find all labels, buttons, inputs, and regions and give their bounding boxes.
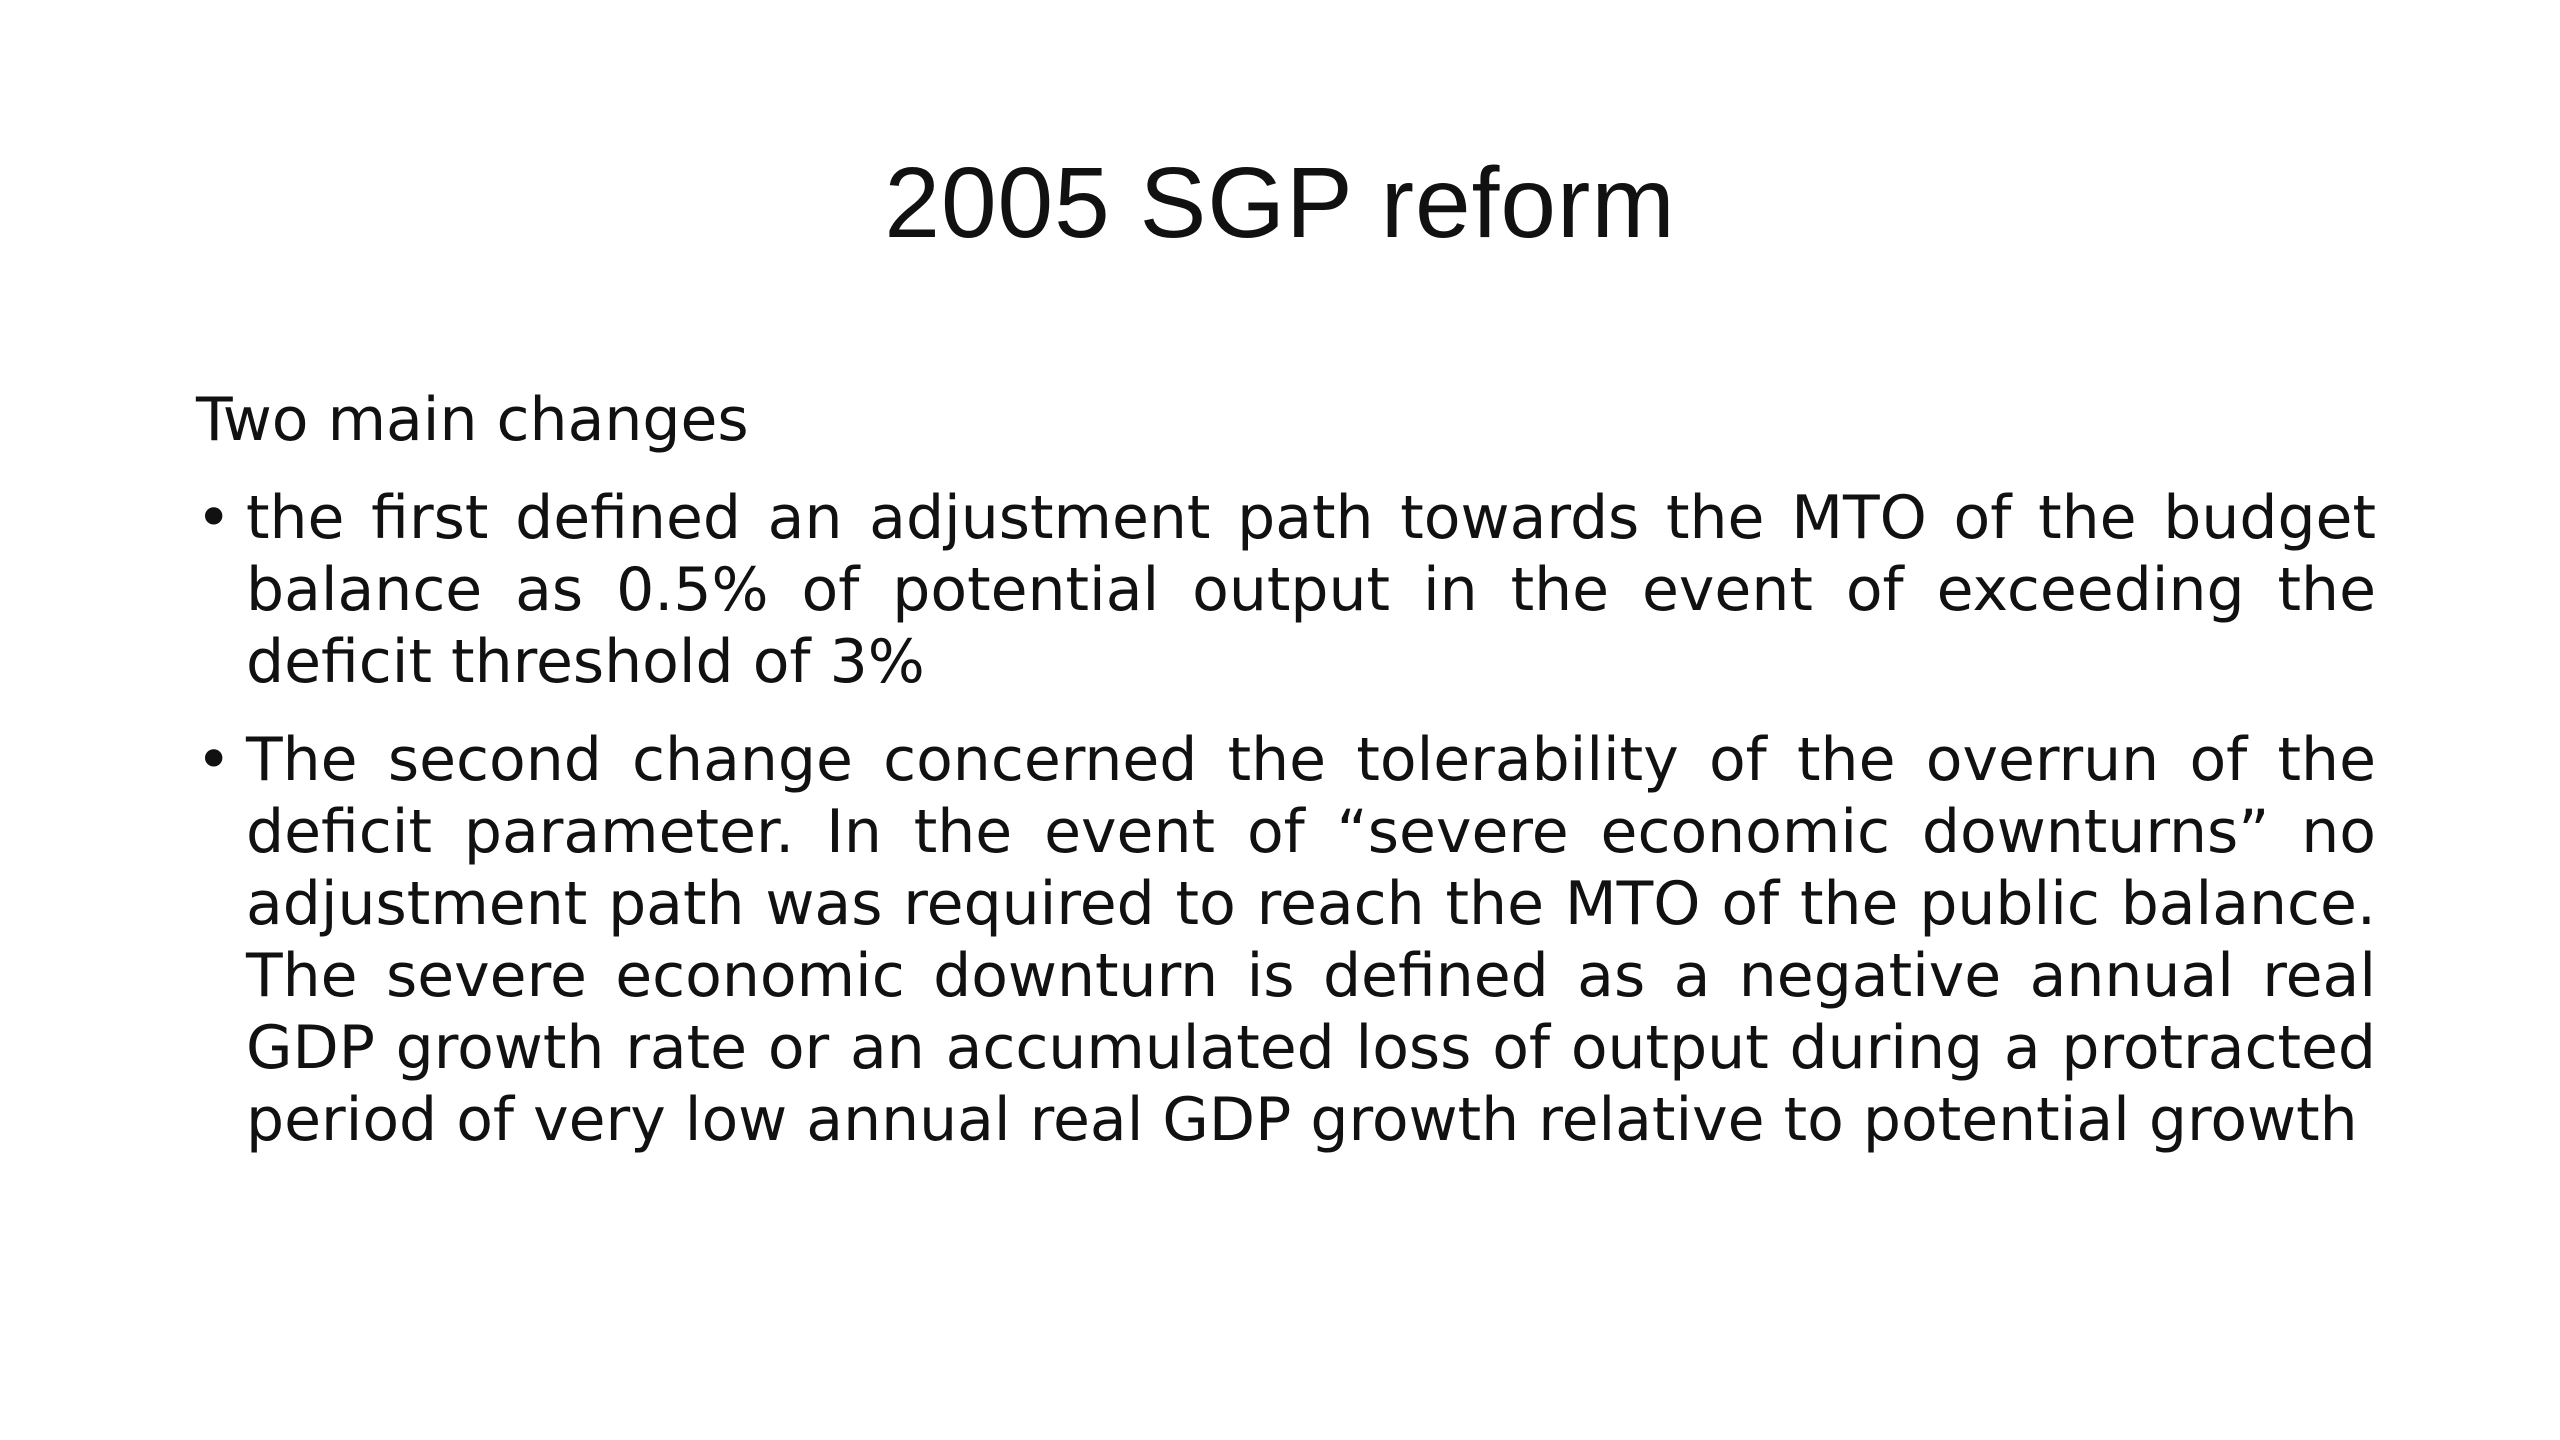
bullet-icon: • (196, 483, 232, 553)
bullet-text: The second change concerned the tolerability of the overrun of the deficit parameter. In the event of “severe economic downturns” no adjustment path was required to reach the MTO of the public balance. The severe economic downturn is defined as a negative annual real GDP growth rate or an accumulated loss of output during a protracted period of very low annual real GDP growth relative to potential growth (246, 725, 2376, 1155)
bullet-icon: • (196, 725, 232, 795)
intro-text: Two main changes (196, 385, 749, 455)
list-item (196, 724, 2376, 1156)
list-item (196, 482, 2376, 698)
bullet-text: the first defined an adjustment path towards the MTO of the budget balance as 0.5% of potential output in the event of exceeding the deficit threshold of 3% (246, 483, 2376, 697)
slide-title: 2005 SGP reform (884, 147, 1676, 259)
bullet-list (196, 482, 2376, 1156)
slide-body (196, 384, 2376, 1182)
